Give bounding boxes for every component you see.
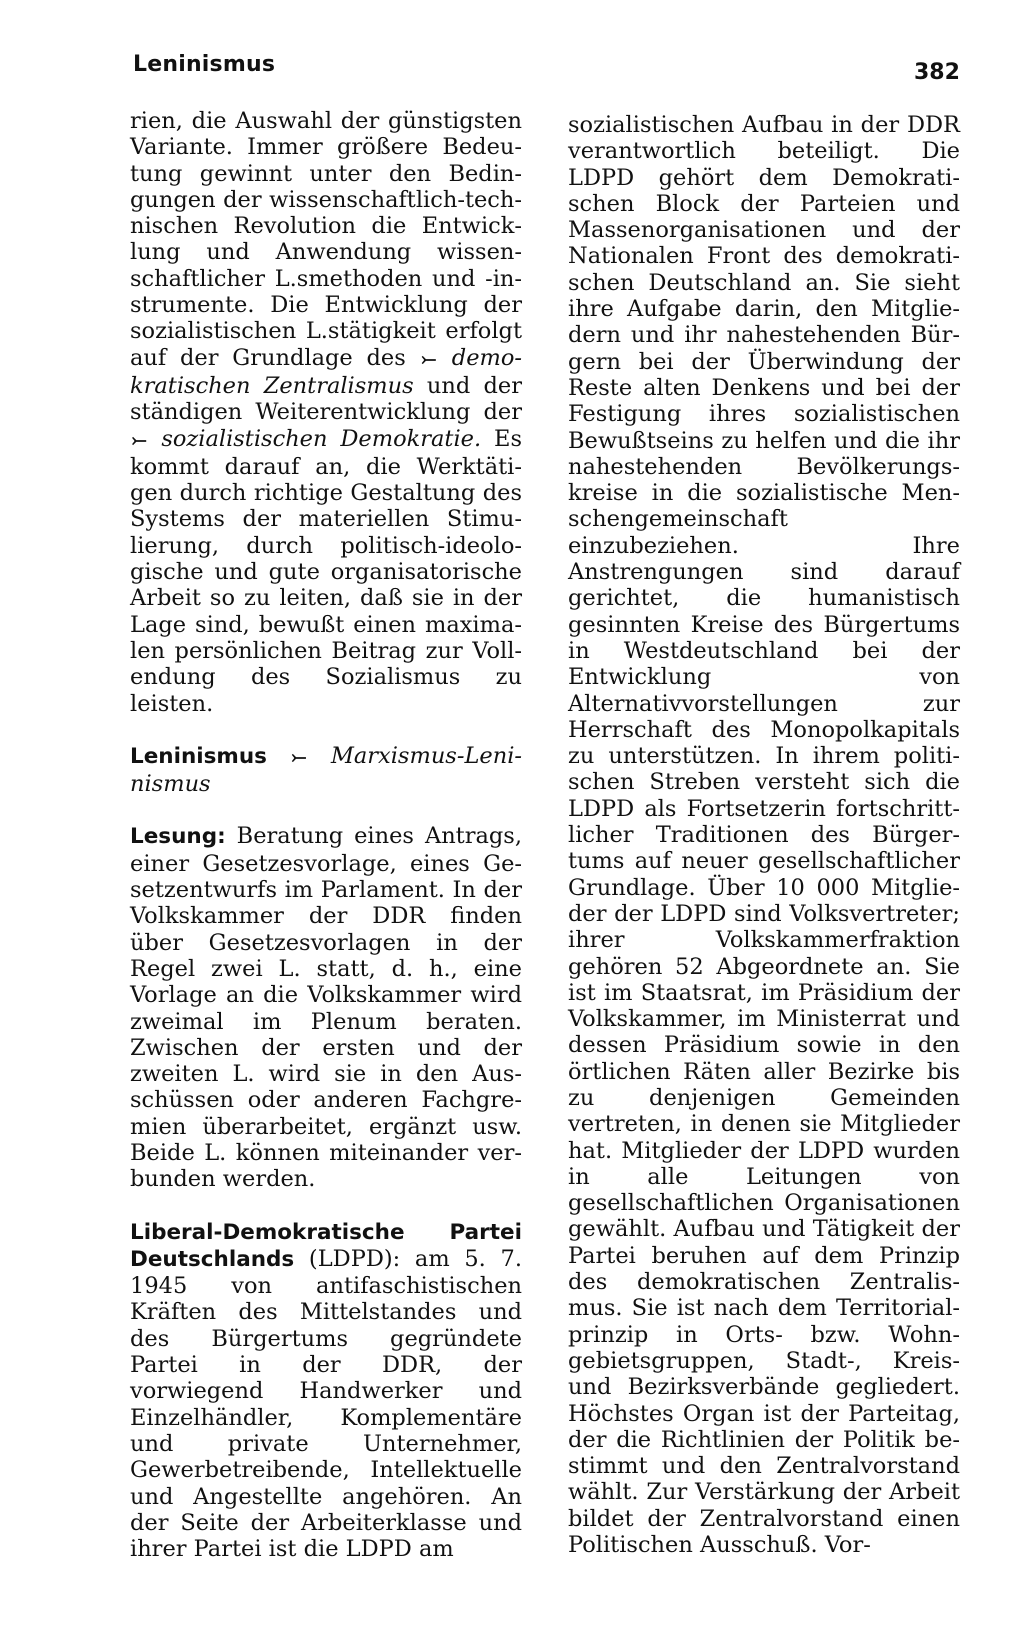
leitung-text-3: Es kommt darauf an, die Werktätigen durch richtige Gestaltung des Systems der materiellen Stimulierung, durch politisch-ideologische und gute organisatorische Arbeit so zu leiten, daß sie in der Lage sind, bewußt einen maximalen persönlichen Beitrag zur Vollendung des Sozialismus zu leisten.: [130, 425, 523, 717]
entry-ldpd: [130, 1219, 522, 1563]
page-header: [0, 52, 1024, 92]
entry-term-lesung: Lesung:: [130, 824, 226, 850]
entry-body-lesung: Beratung eines Antrags, einer Gesetzesvorlage, eines Gesetzentwurfs im Parlament. In der Volkskammer der DDR finden über Gesetzesvorlagen in der Regel zwei L. statt, d. h., eine Vorlage an die Volkskammer wird zweimal im Plenum beraten. Zwischen der ersten und der zweiten L. wird sie in den Ausschüssen oder anderen Fachgremien überarbeitet, ergänzt usw. Beide L. können miteinander verbunden werden.: [130, 823, 522, 1193]
entry-leitung-continuation: [130, 108, 522, 717]
cross-reference-demokratischer-zentralismus: demokratischen Zentralismus: [130, 344, 523, 399]
entry-ldpd-continuation: sozialistischen Aufbau in der DDR verantwortlich beteiligt. Die LDPD gehört dem Demokratischen Block der Parteien und Massenorganisationen und der Nationalen Front des demokratischen Deutschland an. Sie sieht ihre Aufgabe darin, den Mitgliedern und ihr nahestehenden Bürgern bei der Überwindung der Reste alten Denkens und bei der Festigung ihres sozialistischen Bewußtseins zu helfen und die ihr nahestehenden Bevölkerungskreise in die sozialistische Menschengemeinschaft einzubeziehen. Ihre Anstrengungen sind darauf gerichtet, die humanistisch gesinnten Kreise des Bürgertums in Westdeutschland bei der Entwicklung von Alternativvorstellungen zur Herrschaft des Monopolkapitals zu unterstützen. In ihrem politischen Streben versteht sich die LDPD als Fortsetzerin fortschrittlicher Traditionen des Bürgertums auf neuer gesellschaftlicher Grundlage. Über 10 000 Mitglieder der LDPD sind Volksvertreter; ihrer Volkskammerfraktion gehören 52 Abgeordnete an. Sie ist im Staatsrat, im Präsidium der Volkskammer, im Ministerrat und dessen Präsidium sowie in den örtlichen Räten aller Bezirke bis zu denjenigen Gemeinden vertreten, in denen sie Mitglieder hat. Mitglieder der LDPD wurden in alle Leitungen von gesellschaftlichen Organisationen gewählt. Aufbau und Tätigkeit der Partei beruhen auf dem Prinzip des demokratischen Zentralismus. Sie ist nach dem Territorialprinzip in Orts- bzw. Wohngebietsgruppen, Stadt-, Kreis- und Bezirksverbände gegliedert. Höchstes Organ ist der Parteitag, der die Richtlinien der Politik bestimmt und den Zentralvorstand wählt. Zur Verstärkung der Arbeit bildet der Zentralvorstand einen Politischen Ausschuß. Vor-: [568, 112, 960, 1559]
running-head: Leninismus: [133, 52, 276, 77]
page-number: 382: [914, 60, 960, 85]
entry-term-leninismus: Leninismus: [130, 743, 267, 769]
entry-lesung: [130, 823, 522, 1192]
cross-reference-sozialistische-demokratie: sozialistischen Demokratie.: [161, 425, 482, 452]
cross-reference-arrow-icon: ⤚: [421, 348, 436, 370]
entry-leninismus: [130, 743, 522, 798]
cross-reference-arrow-icon: ⤚: [291, 746, 307, 768]
right-column: [568, 112, 960, 1558]
entry-body-ldpd: (LDPD): am 5. 7. 1945 von antifaschistischen Kräften des Mittelstandes und des Bürgertums gegründete Partei in der DDR, der vorwiegend Handwerker und Einzelhändler, Komplementäre und private Unternehmer, Gewerbetreibende, Intellektuelle und Angestellte angehören. An der Seite der Arbeiterklasse und ihrer Partei ist die LDPD am: [130, 1245, 522, 1563]
left-column: [130, 108, 522, 1562]
leitung-text-1: rien, die Auswahl der günstigsten Variante. Immer größere Bedeutung gewinnt unter den Bedingungen der wissenschaftlich-technischen Revolution die Entwicklung und Anwendung wissenschaftlicher L.smethoden und -instrumente. Die Entwicklung der sozialistischen L.stätigkeit erfolgt auf der Grundlage des: [130, 108, 522, 371]
cross-reference-arrow-icon: ⤚: [132, 429, 147, 451]
leitung-text-2: und der ständigen Weiterentwicklung der: [130, 372, 522, 426]
entry-term-ldpd: Liberal-Demokratische Partei Deutschlands: [130, 1219, 522, 1272]
cross-reference-marxismus-leninismus: Marxismus-Leninismus: [130, 742, 523, 798]
